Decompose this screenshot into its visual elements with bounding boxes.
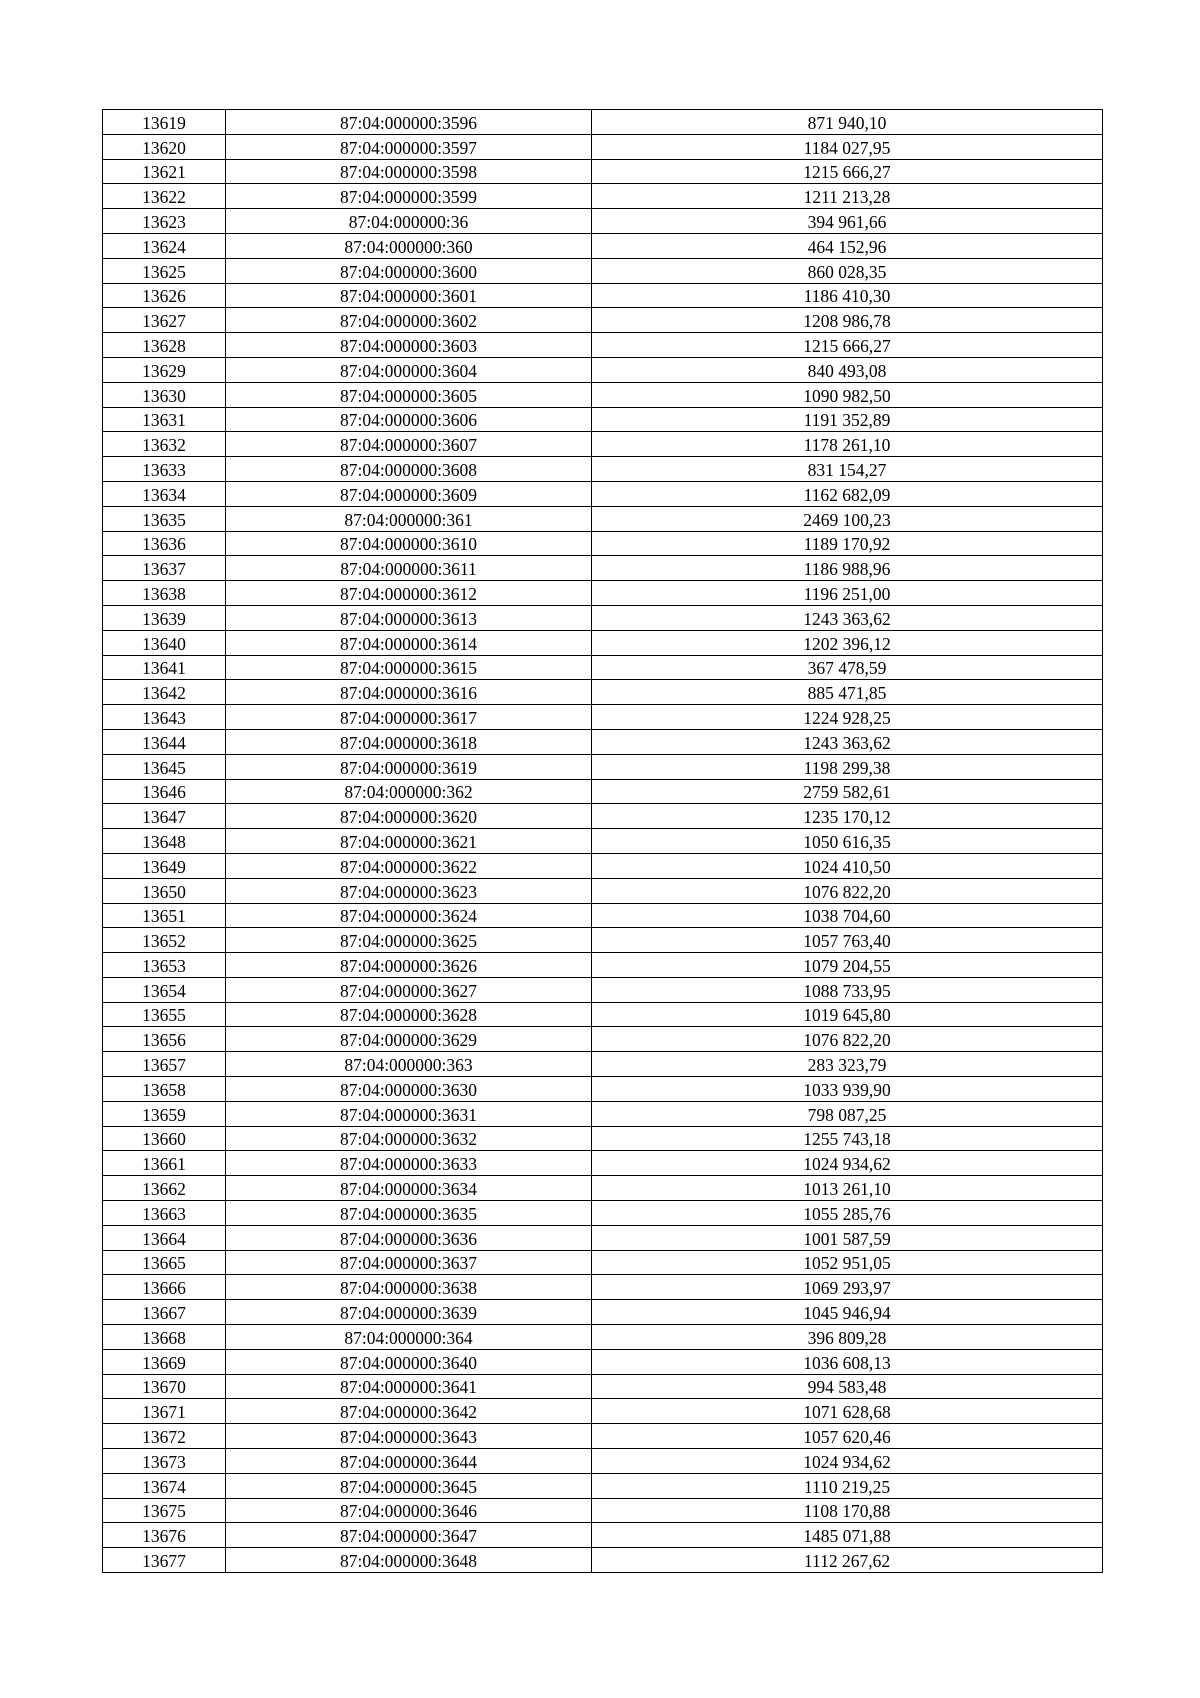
cadastral-value-cell: 1069 293,97 [592, 1275, 1103, 1300]
cadastral-number-cell: 87:04:000000:3626 [226, 953, 592, 978]
cadastral-number-cell: 87:04:000000:3600 [226, 258, 592, 283]
cadastral-number-cell: 87:04:000000:3636 [226, 1225, 592, 1250]
cadastral-number-cell: 87:04:000000:363 [226, 1052, 592, 1077]
table-row [103, 110, 1103, 135]
cadastral-number-cell: 87:04:000000:3604 [226, 357, 592, 382]
table-row [103, 134, 1103, 159]
table-row [103, 1176, 1103, 1201]
row-number-cell: 13624 [103, 233, 226, 258]
cadastral-value-cell: 1211 213,28 [592, 184, 1103, 209]
table-row [103, 1523, 1103, 1548]
cadastral-value-table [102, 109, 1103, 1573]
row-number-cell: 13666 [103, 1275, 226, 1300]
cadastral-number-cell: 87:04:000000:3627 [226, 977, 592, 1002]
cadastral-value-cell: 1055 285,76 [592, 1201, 1103, 1226]
cadastral-value-cell: 1057 620,46 [592, 1424, 1103, 1449]
cadastral-value-cell: 1243 363,62 [592, 729, 1103, 754]
row-number-cell: 13647 [103, 804, 226, 829]
cadastral-value-cell: 1001 587,59 [592, 1225, 1103, 1250]
row-number-cell: 13641 [103, 655, 226, 680]
table-row [103, 1225, 1103, 1250]
cadastral-number-cell: 87:04:000000:3621 [226, 829, 592, 854]
table-row [103, 655, 1103, 680]
table-row [103, 184, 1103, 209]
row-number-cell: 13657 [103, 1052, 226, 1077]
cadastral-number-cell: 87:04:000000:3628 [226, 1002, 592, 1027]
cadastral-value-cell: 1202 396,12 [592, 630, 1103, 655]
cadastral-value-cell: 1088 733,95 [592, 977, 1103, 1002]
cadastral-number-cell: 87:04:000000:3648 [226, 1548, 592, 1573]
table-row [103, 1052, 1103, 1077]
table-row [103, 333, 1103, 358]
cadastral-value-cell: 1162 682,09 [592, 481, 1103, 506]
cadastral-value-cell: 1224 928,25 [592, 705, 1103, 730]
row-number-cell: 13635 [103, 506, 226, 531]
row-number-cell: 13648 [103, 829, 226, 854]
row-number-cell: 13620 [103, 134, 226, 159]
cadastral-value-cell: 394 961,66 [592, 209, 1103, 234]
row-number-cell: 13662 [103, 1176, 226, 1201]
row-number-cell: 13643 [103, 705, 226, 730]
table-row [103, 1275, 1103, 1300]
cadastral-value-cell: 1090 982,50 [592, 382, 1103, 407]
cadastral-number-cell: 87:04:000000:3612 [226, 581, 592, 606]
table-row [103, 1151, 1103, 1176]
table-row [103, 1250, 1103, 1275]
row-number-cell: 13625 [103, 258, 226, 283]
cadastral-value-cell: 1013 261,10 [592, 1176, 1103, 1201]
cadastral-value-cell: 1186 410,30 [592, 283, 1103, 308]
cadastral-value-cell: 994 583,48 [592, 1374, 1103, 1399]
table-row [103, 754, 1103, 779]
cadastral-number-cell: 87:04:000000:3641 [226, 1374, 592, 1399]
table-row [103, 407, 1103, 432]
row-number-cell: 13673 [103, 1449, 226, 1474]
table-row [103, 1374, 1103, 1399]
row-number-cell: 13677 [103, 1548, 226, 1573]
table-row [103, 1325, 1103, 1350]
table-row [103, 432, 1103, 457]
row-number-cell: 13667 [103, 1300, 226, 1325]
cadastral-number-cell: 87:04:000000:3596 [226, 110, 592, 135]
cadastral-value-cell: 1038 704,60 [592, 903, 1103, 928]
table-row [103, 357, 1103, 382]
cadastral-number-cell: 87:04:000000:3601 [226, 283, 592, 308]
table-row [103, 1126, 1103, 1151]
table-row [103, 878, 1103, 903]
table-row [103, 382, 1103, 407]
table-row [103, 829, 1103, 854]
cadastral-value-cell: 1215 666,27 [592, 159, 1103, 184]
row-number-cell: 13658 [103, 1077, 226, 1102]
table-row [103, 953, 1103, 978]
cadastral-value-cell: 1186 988,96 [592, 556, 1103, 581]
cadastral-value-cell: 1191 352,89 [592, 407, 1103, 432]
table-row [103, 1077, 1103, 1102]
row-number-cell: 13675 [103, 1498, 226, 1523]
table-row [103, 209, 1103, 234]
cadastral-number-cell: 87:04:000000:3646 [226, 1498, 592, 1523]
row-number-cell: 13629 [103, 357, 226, 382]
cadastral-value-cell: 860 028,35 [592, 258, 1103, 283]
cadastral-number-cell: 87:04:000000:3630 [226, 1077, 592, 1102]
row-number-cell: 13664 [103, 1225, 226, 1250]
row-number-cell: 13632 [103, 432, 226, 457]
row-number-cell: 13655 [103, 1002, 226, 1027]
table-row [103, 531, 1103, 556]
cadastral-value-cell: 1076 822,20 [592, 1027, 1103, 1052]
cadastral-number-cell: 87:04:000000:3610 [226, 531, 592, 556]
table-row [103, 481, 1103, 506]
row-number-cell: 13644 [103, 729, 226, 754]
cadastral-value-cell: 1057 763,40 [592, 928, 1103, 953]
row-number-cell: 13651 [103, 903, 226, 928]
row-number-cell: 13653 [103, 953, 226, 978]
cadastral-value-cell: 1079 204,55 [592, 953, 1103, 978]
cadastral-value-cell: 1196 251,00 [592, 581, 1103, 606]
table-row [103, 605, 1103, 630]
table-body [103, 110, 1103, 1573]
cadastral-number-cell: 87:04:000000:36 [226, 209, 592, 234]
cadastral-value-cell: 1024 934,62 [592, 1151, 1103, 1176]
cadastral-number-cell: 87:04:000000:3624 [226, 903, 592, 928]
cadastral-number-cell: 87:04:000000:3614 [226, 630, 592, 655]
cadastral-value-cell: 831 154,27 [592, 457, 1103, 482]
cadastral-number-cell: 87:04:000000:3618 [226, 729, 592, 754]
table-row [103, 1201, 1103, 1226]
cadastral-number-cell: 87:04:000000:3617 [226, 705, 592, 730]
row-number-cell: 13656 [103, 1027, 226, 1052]
row-number-cell: 13665 [103, 1250, 226, 1275]
cadastral-number-cell: 87:04:000000:3599 [226, 184, 592, 209]
table-row [103, 1027, 1103, 1052]
row-number-cell: 13636 [103, 531, 226, 556]
cadastral-value-cell: 1036 608,13 [592, 1349, 1103, 1374]
row-number-cell: 13638 [103, 581, 226, 606]
cadastral-number-cell: 87:04:000000:3609 [226, 481, 592, 506]
cadastral-value-cell: 1108 170,88 [592, 1498, 1103, 1523]
table-row [103, 779, 1103, 804]
cadastral-number-cell: 87:04:000000:3631 [226, 1101, 592, 1126]
row-number-cell: 13640 [103, 630, 226, 655]
cadastral-value-cell: 1178 261,10 [592, 432, 1103, 457]
table-row [103, 233, 1103, 258]
cadastral-number-cell: 87:04:000000:3625 [226, 928, 592, 953]
cadastral-number-cell: 87:04:000000:3633 [226, 1151, 592, 1176]
cadastral-value-cell: 1110 219,25 [592, 1473, 1103, 1498]
cadastral-number-cell: 87:04:000000:3598 [226, 159, 592, 184]
row-number-cell: 13652 [103, 928, 226, 953]
table-row [103, 581, 1103, 606]
table-row [103, 1498, 1103, 1523]
cadastral-number-cell: 87:04:000000:3643 [226, 1424, 592, 1449]
table-row [103, 1101, 1103, 1126]
cadastral-value-cell: 1052 951,05 [592, 1250, 1103, 1275]
cadastral-value-cell: 885 471,85 [592, 680, 1103, 705]
row-number-cell: 13631 [103, 407, 226, 432]
cadastral-value-cell: 1033 939,90 [592, 1077, 1103, 1102]
cadastral-number-cell: 87:04:000000:3616 [226, 680, 592, 705]
table-row [103, 853, 1103, 878]
cadastral-number-cell: 87:04:000000:3634 [226, 1176, 592, 1201]
row-number-cell: 13634 [103, 481, 226, 506]
cadastral-value-cell: 1024 934,62 [592, 1449, 1103, 1474]
row-number-cell: 13619 [103, 110, 226, 135]
cadastral-value-cell: 1215 666,27 [592, 333, 1103, 358]
cadastral-value-cell: 464 152,96 [592, 233, 1103, 258]
cadastral-number-cell: 87:04:000000:3645 [226, 1473, 592, 1498]
table-row [103, 1349, 1103, 1374]
cadastral-value-cell: 283 323,79 [592, 1052, 1103, 1077]
cadastral-number-cell: 87:04:000000:3605 [226, 382, 592, 407]
cadastral-number-cell: 87:04:000000:3607 [226, 432, 592, 457]
table-row [103, 977, 1103, 1002]
cadastral-number-cell: 87:04:000000:3613 [226, 605, 592, 630]
cadastral-number-cell: 87:04:000000:3638 [226, 1275, 592, 1300]
row-number-cell: 13663 [103, 1201, 226, 1226]
table-row [103, 283, 1103, 308]
cadastral-value-cell: 2759 582,61 [592, 779, 1103, 804]
cadastral-value-cell: 1071 628,68 [592, 1399, 1103, 1424]
row-number-cell: 13621 [103, 159, 226, 184]
cadastral-value-cell: 1076 822,20 [592, 878, 1103, 903]
row-number-cell: 13649 [103, 853, 226, 878]
table-row [103, 729, 1103, 754]
cadastral-value-cell: 1243 363,62 [592, 605, 1103, 630]
row-number-cell: 13630 [103, 382, 226, 407]
table-row [103, 1548, 1103, 1573]
cadastral-value-cell: 871 940,10 [592, 110, 1103, 135]
cadastral-value-cell: 1019 645,80 [592, 1002, 1103, 1027]
table-row [103, 630, 1103, 655]
row-number-cell: 13672 [103, 1424, 226, 1449]
table-row [103, 556, 1103, 581]
cadastral-value-cell: 2469 100,23 [592, 506, 1103, 531]
table-row [103, 928, 1103, 953]
row-number-cell: 13674 [103, 1473, 226, 1498]
cadastral-value-cell: 1112 267,62 [592, 1548, 1103, 1573]
table-row [103, 457, 1103, 482]
cadastral-value-cell: 1198 299,38 [592, 754, 1103, 779]
row-number-cell: 13627 [103, 308, 226, 333]
row-number-cell: 13639 [103, 605, 226, 630]
cadastral-number-cell: 87:04:000000:3615 [226, 655, 592, 680]
cadastral-number-cell: 87:04:000000:3611 [226, 556, 592, 581]
table-row [103, 804, 1103, 829]
cadastral-number-cell: 87:04:000000:3608 [226, 457, 592, 482]
cadastral-number-cell: 87:04:000000:360 [226, 233, 592, 258]
table-row [103, 1002, 1103, 1027]
cadastral-number-cell: 87:04:000000:3620 [226, 804, 592, 829]
row-number-cell: 13646 [103, 779, 226, 804]
row-number-cell: 13637 [103, 556, 226, 581]
cadastral-number-cell: 87:04:000000:3642 [226, 1399, 592, 1424]
cadastral-number-cell: 87:04:000000:3602 [226, 308, 592, 333]
cadastral-value-cell: 1235 170,12 [592, 804, 1103, 829]
row-number-cell: 13623 [103, 209, 226, 234]
cadastral-number-cell: 87:04:000000:3622 [226, 853, 592, 878]
cadastral-number-cell: 87:04:000000:3640 [226, 1349, 592, 1374]
table-row [103, 1399, 1103, 1424]
row-number-cell: 13660 [103, 1126, 226, 1151]
table-row [103, 1300, 1103, 1325]
row-number-cell: 13670 [103, 1374, 226, 1399]
cadastral-value-cell: 1184 027,95 [592, 134, 1103, 159]
cadastral-number-cell: 87:04:000000:3619 [226, 754, 592, 779]
row-number-cell: 13659 [103, 1101, 226, 1126]
row-number-cell: 13645 [103, 754, 226, 779]
row-number-cell: 13669 [103, 1349, 226, 1374]
cadastral-value-cell: 798 087,25 [592, 1101, 1103, 1126]
row-number-cell: 13654 [103, 977, 226, 1002]
row-number-cell: 13626 [103, 283, 226, 308]
cadastral-value-cell: 1024 410,50 [592, 853, 1103, 878]
cadastral-number-cell: 87:04:000000:361 [226, 506, 592, 531]
cadastral-number-cell: 87:04:000000:3635 [226, 1201, 592, 1226]
table-row [103, 1449, 1103, 1474]
row-number-cell: 13650 [103, 878, 226, 903]
cadastral-value-cell: 1485 071,88 [592, 1523, 1103, 1548]
cadastral-number-cell: 87:04:000000:3597 [226, 134, 592, 159]
table-row [103, 705, 1103, 730]
table-row [103, 159, 1103, 184]
cadastral-number-cell: 87:04:000000:3629 [226, 1027, 592, 1052]
cadastral-value-cell: 1255 743,18 [592, 1126, 1103, 1151]
table-row [103, 506, 1103, 531]
cadastral-value-cell: 840 493,08 [592, 357, 1103, 382]
cadastral-number-cell: 87:04:000000:3644 [226, 1449, 592, 1474]
cadastral-value-cell: 1050 616,35 [592, 829, 1103, 854]
row-number-cell: 13671 [103, 1399, 226, 1424]
table-row [103, 903, 1103, 928]
cadastral-number-cell: 87:04:000000:3637 [226, 1250, 592, 1275]
cadastral-value-cell: 1045 946,94 [592, 1300, 1103, 1325]
table-row [103, 1424, 1103, 1449]
cadastral-number-cell: 87:04:000000:3603 [226, 333, 592, 358]
row-number-cell: 13628 [103, 333, 226, 358]
cadastral-number-cell: 87:04:000000:3632 [226, 1126, 592, 1151]
table-row [103, 258, 1103, 283]
cadastral-value-cell: 367 478,59 [592, 655, 1103, 680]
row-number-cell: 13642 [103, 680, 226, 705]
table-row [103, 308, 1103, 333]
row-number-cell: 13622 [103, 184, 226, 209]
cadastral-number-cell: 87:04:000000:364 [226, 1325, 592, 1350]
cadastral-value-cell: 1189 170,92 [592, 531, 1103, 556]
cadastral-value-cell: 1208 986,78 [592, 308, 1103, 333]
cadastral-value-cell: 396 809,28 [592, 1325, 1103, 1350]
table-row [103, 1473, 1103, 1498]
row-number-cell: 13633 [103, 457, 226, 482]
cadastral-number-cell: 87:04:000000:362 [226, 779, 592, 804]
cadastral-number-cell: 87:04:000000:3623 [226, 878, 592, 903]
row-number-cell: 13661 [103, 1151, 226, 1176]
row-number-cell: 13668 [103, 1325, 226, 1350]
cadastral-number-cell: 87:04:000000:3647 [226, 1523, 592, 1548]
cadastral-number-cell: 87:04:000000:3639 [226, 1300, 592, 1325]
cadastral-number-cell: 87:04:000000:3606 [226, 407, 592, 432]
row-number-cell: 13676 [103, 1523, 226, 1548]
table-row [103, 680, 1103, 705]
